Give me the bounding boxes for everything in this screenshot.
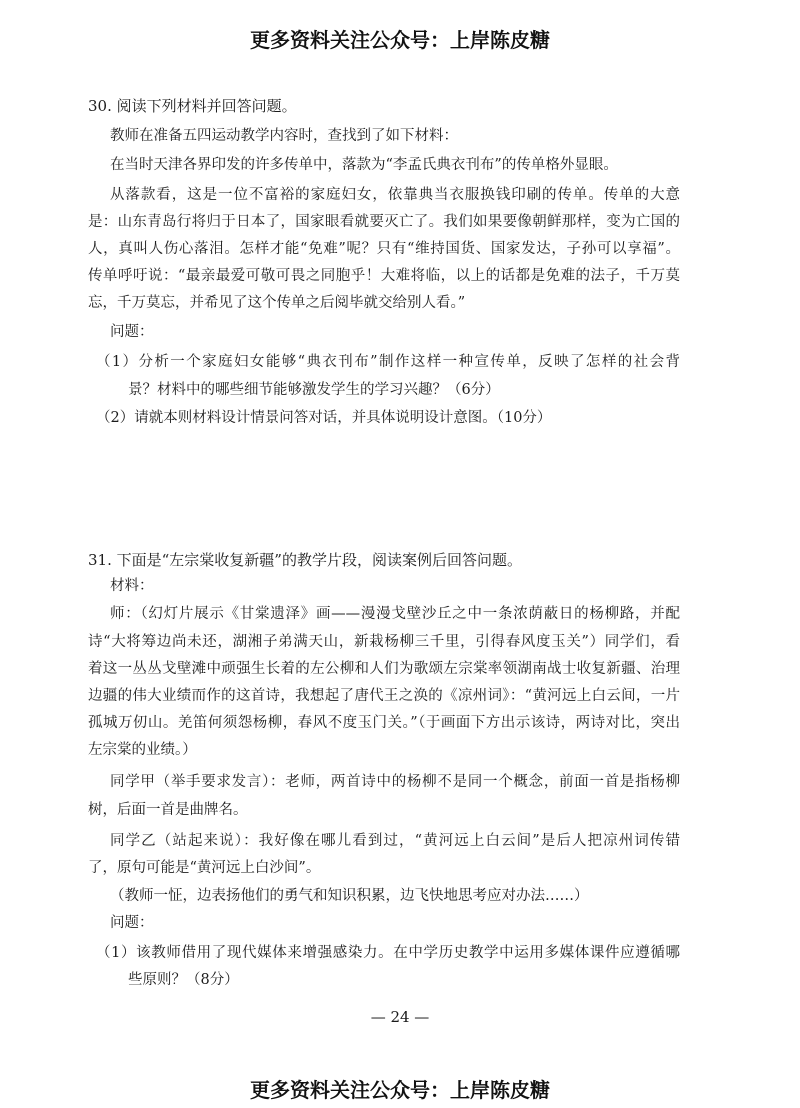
page-number: — 24 — <box>370 1008 430 1026</box>
q31-line-1: 师：（幻灯片展示《甘棠遗泽》画——漫漫戈壁沙丘之中一条浓荫蔽日的杨柳路，并配 <box>110 606 680 622</box>
q30-subquestion-1-line-2: 景？材料中的哪些细节能够激发学生的学习兴趣？（6分） <box>128 382 500 398</box>
q30-line-1: 教师在准备五四运动教学内容时，查找到了如下材料： <box>110 128 458 144</box>
q31-line-6: 左宗棠的业绩。） <box>88 742 197 758</box>
q31-line-10: 了，原句可能是“黄河远上白沙间”。 <box>88 860 321 876</box>
q30-line-7: 忘，千万莫忘，并希见了这个传单之后阅毕就交给别人看。” <box>88 295 466 311</box>
q31-line-4: 边疆的伟大业绩而作的这首诗，我想起了唐代王之涣的《凉州词》：“黄河远上白云间，一片 <box>88 688 680 704</box>
q31-line-2: 诗“大将筹边尚未还，湖湘子弟满天山，新栽杨柳三千里，引得春风度玉关”）同学们，看 <box>88 634 680 650</box>
q31-subquestion-1-line-1: （1）该教师借用了现代媒体来增强感染力。在中学历史教学中运用多媒体课件应遵循哪 <box>96 945 680 961</box>
q31-line-3: 着这一丛丛戈壁滩中顽强生长着的左公柳和人们为歌颂左宗棠率领湖南战士收复新疆、治理 <box>88 661 680 677</box>
q31-material-label: 材料： <box>110 578 154 594</box>
q31-question-label: 问题： <box>110 915 154 931</box>
q31-line-9: 同学乙（站起来说）：我好像在哪儿看到过，“黄河远上白云间”是后人把凉州词传错 <box>110 833 680 849</box>
question-30-title: 30. 阅读下列材料并回答问题。 <box>88 97 297 115</box>
question-31-title: 31. 下面是“左宗棠收复新疆”的教学片段，阅读案例后回答问题。 <box>88 551 522 569</box>
promo-banner-bottom: 更多资料关注公众号：上岸陈皮糖 <box>250 1078 550 1102</box>
q30-line-2: 在当时天津各界印发的许多传单中，落款为“李孟氏典衣刊布”的传单格外显眼。 <box>110 157 618 173</box>
q31-line-5: 孤城万仞山。羌笛何须怨杨柳，春风不度玉门关。”（于画面下方出示该诗，两诗对比，突出 <box>88 715 680 731</box>
q30-subquestion-2: （2）请就本则材料设计情景问答对话，并具体说明设计意图。（10分） <box>96 410 552 426</box>
promo-banner-top: 更多资料关注公众号：上岸陈皮糖 <box>250 28 550 52</box>
q31-subquestion-1-line-2: 些原则？（8分） <box>128 972 239 988</box>
q31-line-11: （教师一怔，边表扬他们的勇气和知识积累，边飞快地思考应对办法……） <box>110 888 589 904</box>
q31-line-7: 同学甲（举手要求发言）：老师，两首诗中的杨柳不是同一个概念，前面一首是指杨柳 <box>110 774 680 790</box>
q30-line-3: 从落款看，这是一位不富裕的家庭妇女，依靠典当衣服换钱印刷的传单。传单的大意 <box>110 187 680 203</box>
q30-line-4: 是：山东青岛行将归于日本了，国家眼看就要灭亡了。我们如果要像朝鲜那样，变为亡国的 <box>88 214 680 230</box>
q31-line-8: 树，后面一首是曲牌名。 <box>88 802 248 818</box>
q30-question-label: 问题： <box>110 324 154 340</box>
q30-subquestion-1-line-1: （1）分析一个家庭妇女能够“典衣刊布”制作这样一种宣传单，反映了怎样的社会背 <box>96 354 680 370</box>
q30-line-5: 人，真叫人伤心落泪。怎样才能“免难”呢？只有“维持国货、国家发达，子孙可以享福”。 <box>88 241 680 257</box>
q30-line-6: 传单呼吁说：“最亲最爱可敬可畏之同胞乎！大难将临，以上的话都是免难的法子，千万莫 <box>88 268 680 284</box>
